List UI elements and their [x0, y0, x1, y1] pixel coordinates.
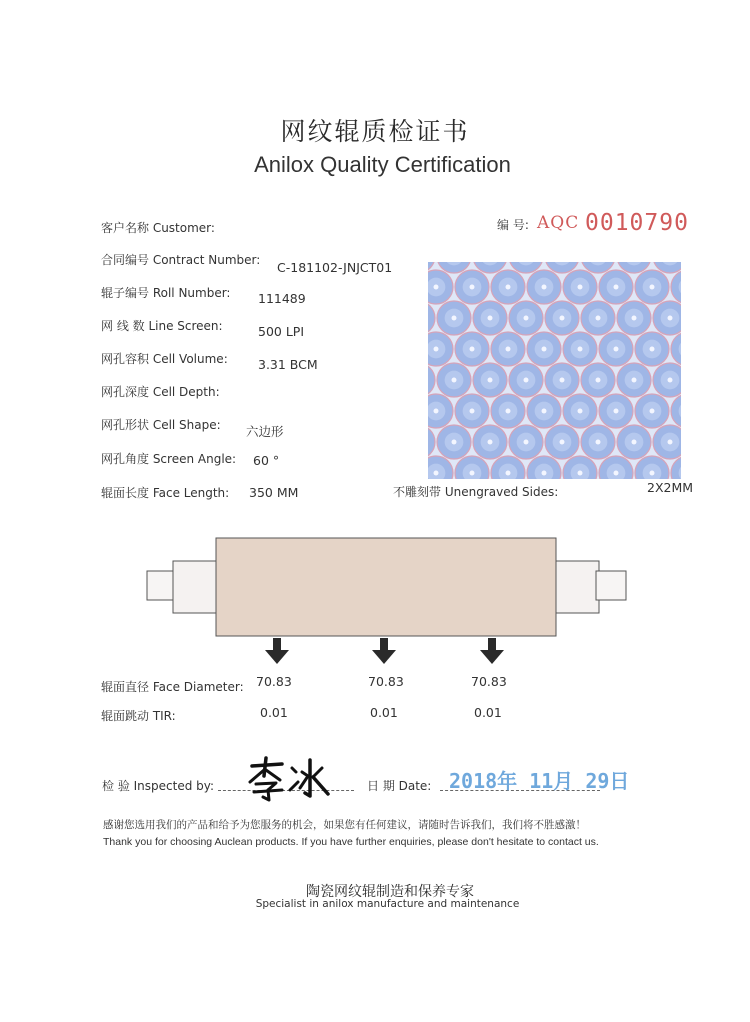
- face-length-label: 辊面长度 Face Length:: [101, 486, 230, 500]
- cell-highlight: [632, 440, 637, 445]
- line-screen-value: 500 LPI: [258, 324, 305, 339]
- arrow-down-icon: [372, 650, 396, 664]
- arrow-down-icon: [380, 638, 388, 650]
- cell-highlight: [614, 285, 619, 290]
- unengraved-value: 2X2MM: [647, 480, 694, 495]
- cell-highlight: [452, 378, 457, 383]
- cell-highlight: [488, 378, 493, 383]
- cell-highlight: [470, 409, 475, 414]
- cell-highlight: [650, 409, 655, 414]
- cell-shape: [428, 301, 435, 335]
- right-journal-inner: [556, 561, 599, 613]
- arrow-down-icon: [488, 638, 496, 650]
- cell-highlight: [578, 471, 583, 476]
- thanks-chinese: 感谢您选用我们的产品和给予为您服务的机会，如果您有任何建议，请随时告诉我们，我们将不胜感激！: [103, 819, 586, 831]
- unengraved-label: 不雕刻带 Unengraved Sides:: [393, 485, 559, 499]
- left-journal-inner: [173, 561, 216, 613]
- cell-highlight: [434, 409, 439, 414]
- arrow-down-icon: [480, 650, 504, 664]
- cell-micrograph-svg: [428, 262, 681, 479]
- footer-chinese: 陶瓷网纹辊制造和保养专家: [306, 884, 474, 900]
- cell-highlight: [524, 316, 529, 321]
- cell-shape: [428, 425, 435, 459]
- cell-highlight: [488, 316, 493, 321]
- cell-highlight: [524, 378, 529, 383]
- arrow-down-icon: [265, 650, 289, 664]
- cell-highlight: [488, 440, 493, 445]
- cell-highlight: [506, 471, 511, 476]
- cell-volume-value: 3.31 BCM: [258, 357, 318, 372]
- cell-highlight: [650, 471, 655, 476]
- customer-label: 客户名称 Customer:: [101, 221, 215, 235]
- cell-micrograph: [428, 262, 681, 479]
- cell-highlight: [542, 471, 547, 476]
- face-diameter-value-1: 70.83: [256, 674, 292, 689]
- contract-value: C-181102-JNJCT01: [277, 260, 393, 275]
- cell-highlight: [578, 347, 583, 352]
- cell-highlight: [560, 316, 565, 321]
- cell-highlight: [434, 347, 439, 352]
- cell-highlight: [560, 378, 565, 383]
- inspector-signature: [246, 756, 332, 804]
- cell-highlight: [596, 378, 601, 383]
- cell-volume-label: 网孔容积 Cell Volume:: [101, 352, 228, 366]
- right-journal-outer: [596, 571, 626, 600]
- date-stamp: 2018年 11月 29日: [449, 769, 630, 793]
- roll-value: 111489: [258, 291, 306, 306]
- cell-highlight: [434, 471, 439, 476]
- tir-label: 辊面跳动 TIR:: [101, 709, 176, 723]
- line-screen-label: 网 线 数 Line Screen:: [101, 319, 223, 333]
- title-chinese: 网纹辊质检证书: [280, 117, 470, 146]
- screen-angle-value: 60 °: [253, 453, 280, 468]
- roll-label: 辊子编号 Roll Number:: [101, 286, 231, 300]
- face-length-value: 350 MM: [249, 485, 299, 500]
- cell-highlight: [614, 347, 619, 352]
- face-diameter-value-3: 70.83: [471, 674, 507, 689]
- roller-diagram: [140, 530, 640, 645]
- title-english: Anilox Quality Certification: [254, 152, 511, 177]
- face-diameter-label: 辊面直径 Face Diameter:: [101, 680, 244, 694]
- cell-highlight: [470, 471, 475, 476]
- cell-highlight: [542, 347, 547, 352]
- cell-highlight: [668, 440, 673, 445]
- serial-label: 编 号:: [497, 218, 529, 232]
- cell-highlight: [470, 347, 475, 352]
- cell-highlight: [542, 285, 547, 290]
- serial-prefix: AQC: [537, 213, 580, 233]
- cell-highlight: [614, 471, 619, 476]
- cell-highlight: [524, 440, 529, 445]
- cell-highlight: [452, 316, 457, 321]
- date-label: 日 期 Date:: [367, 779, 432, 793]
- cell-highlight: [614, 409, 619, 414]
- face-diameter-value-2: 70.83: [368, 674, 404, 689]
- tir-value-1: 0.01: [260, 705, 288, 720]
- cell-highlight: [632, 316, 637, 321]
- cell-highlight: [596, 440, 601, 445]
- cell-highlight: [470, 285, 475, 290]
- cell-highlight: [560, 440, 565, 445]
- roller-body: [216, 538, 556, 636]
- footer-english: Specialist in anilox manufacture and maintenance: [255, 898, 520, 910]
- tir-value-2: 0.01: [370, 705, 398, 720]
- cell-highlight: [506, 409, 511, 414]
- screen-angle-label: 网孔角度 Screen Angle:: [101, 452, 237, 466]
- cell-highlight: [542, 409, 547, 414]
- cell-shape-value: 六边形: [246, 424, 284, 439]
- cell-highlight: [650, 347, 655, 352]
- inspector-label: 检 验 Inspected by:: [102, 779, 215, 793]
- cell-highlight: [650, 285, 655, 290]
- contract-label: 合同编号 Contract Number:: [101, 253, 261, 267]
- cell-highlight: [578, 409, 583, 414]
- serial-number: 0010790: [585, 210, 689, 236]
- cell-highlight: [434, 285, 439, 290]
- cell-highlight: [596, 316, 601, 321]
- cell-highlight: [668, 378, 673, 383]
- cell-highlight: [632, 378, 637, 383]
- cell-highlight: [668, 316, 673, 321]
- arrow-down-icon: [273, 638, 281, 650]
- cell-depth-label: 网孔深度 Cell Depth:: [101, 385, 220, 399]
- cell-highlight: [452, 440, 457, 445]
- cell-highlight: [506, 285, 511, 290]
- cell-shape: [428, 363, 435, 397]
- tir-value-3: 0.01: [474, 705, 502, 720]
- cell-highlight: [506, 347, 511, 352]
- cell-highlight: [578, 285, 583, 290]
- cell-shape-label: 网孔形状 Cell Shape:: [101, 418, 221, 432]
- thanks-english: Thank you for choosing Auclean products. If you have further enquiries, please don't hesitate to contact us.: [103, 836, 599, 848]
